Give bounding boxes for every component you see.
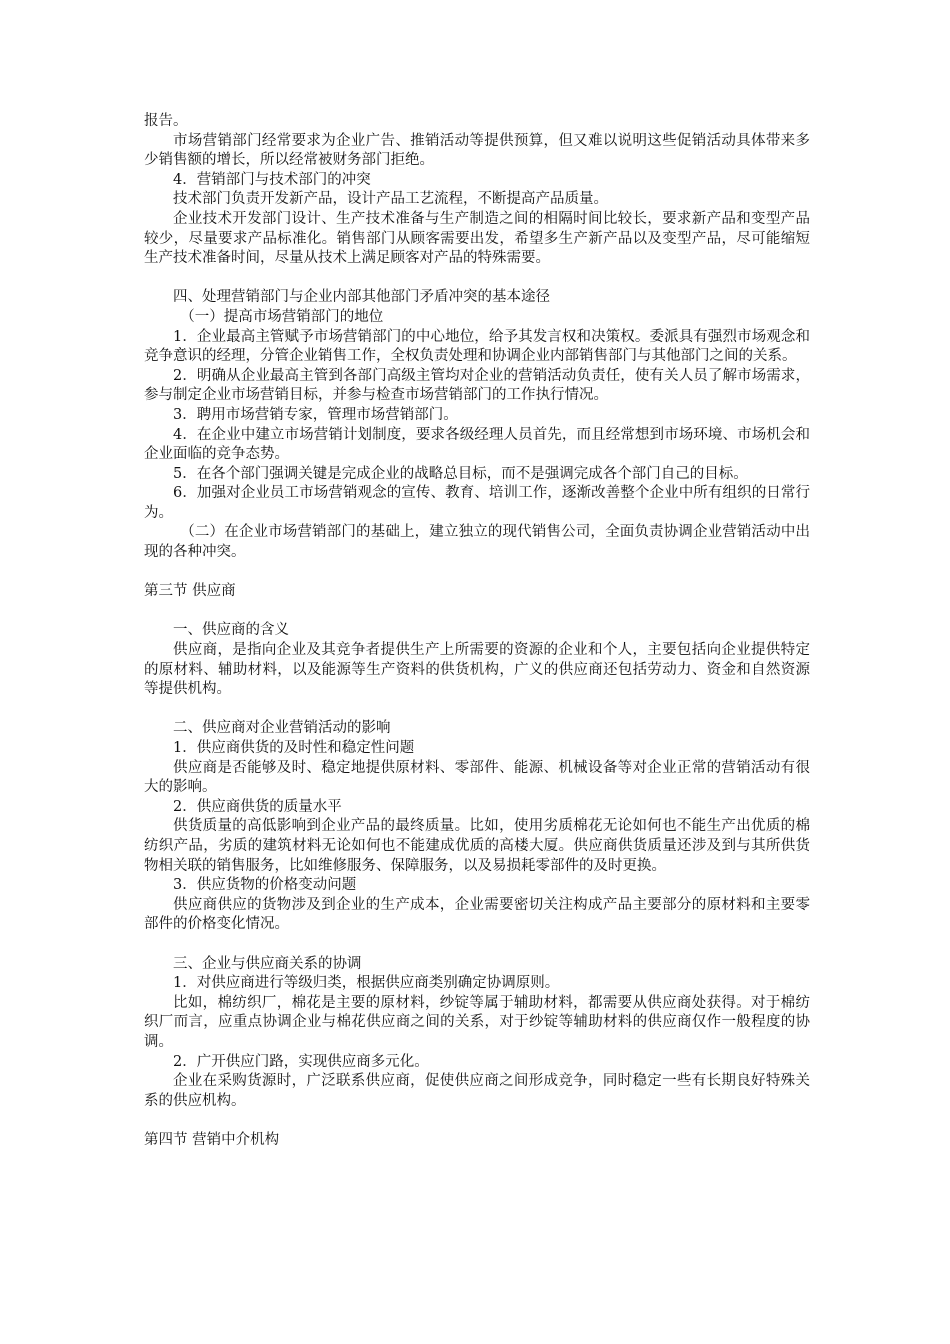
paragraph: 供货质量的高低影响到企业产品的最终质量。比如，使用劣质棉花无论如何也不能生产出优质的棉纺织产品，劣质的建筑材料无论如何也不能建成优质的高楼大厦。供应商供货质量还涉及到与其所供货物相关联的销售服务，比如维修服务、保障服务，以及易损耗零部件的及时更换。 xyxy=(144,818,810,874)
paragraph: 供应商，是指向企业及其竞争者提供生产上所需要的资源的企业和个人，主要包括向企业提供特定的原材料、辅助材料，以及能源等生产资料的供货机构，广义的供应商还包括劳动力、资金和自然资源等提供机构。 xyxy=(144,642,810,698)
section-title: 四、处理营销部门与企业内部其他部门矛盾冲突的基本途径 xyxy=(173,289,550,306)
section-title: 三、企业与供应商关系的协调 xyxy=(173,955,362,972)
paragraph: 供应商是否能够及时、稳定地提供原材料、零部件、能源、机械设备等对企业正常的营销活动有很大的影响。 xyxy=(144,759,810,796)
list-item: 4．在企业中建立市场营销计划制度，要求各级经理人员首先，而且经常想到市场环境、市场机会和企业面临的竞争态势。 xyxy=(144,426,810,463)
list-item: 3．供应货物的价格变动问题 xyxy=(173,877,357,894)
paragraph: 4．营销部门与技术部门的冲突 xyxy=(173,171,371,188)
document-page xyxy=(144,112,810,1150)
section-title: 一、供应商的含义 xyxy=(173,622,289,639)
subsection-title: （一）提高市场营销部门的地位 xyxy=(180,308,384,325)
list-item: 1．企业最高主管赋予市场营销部门的中心地位，给予其发言权和决策权。委派具有强烈市场观念和竞争意识的经理，分管企业销售工作，全权负责处理和协调企业内部销售部门与其他部门之间的关系。 xyxy=(144,328,810,365)
paragraph: 比如，棉纺织厂，棉花是主要的原材料，纱锭等属于辅助材料，都需要从供应商处获得。对于棉纺织厂而言，应重点协调企业与棉花供应商之间的关系，对于纱锭等辅助材料的供应商仅作一般程度的协调。 xyxy=(144,994,810,1050)
list-item: 5．在各个部门强调关键是完成企业的战略总目标，而不是强调完成各个部门自己的目标。 xyxy=(173,465,748,482)
list-item: 2．广开供应门路，实现供应商多元化。 xyxy=(173,1053,429,1070)
list-item: 1．供应商供货的及时性和稳定性问题 xyxy=(173,740,415,756)
subsection-title: （二）在企业市场营销部门的基础上，建立独立的现代销售公司，全面负责协调企业营销活动中出现的各种冲突。 xyxy=(144,524,810,561)
list-item: 2．明确从企业最高主管到各部门高级主管均对企业的营销活动负责任，使有关人员了解市场需求，参与制定企业市场营销目标，并参与检查市场营销部门的工作执行情况。 xyxy=(144,367,810,404)
chapter-heading: 第四节 营销中介机构 xyxy=(144,1131,280,1148)
section-title: 二、供应商对企业营销活动的影响 xyxy=(173,720,391,737)
paragraph: 市场营销部门经常要求为企业广告、推销活动等提供预算，但又难以说明这些促销活动具体带来多少销售额的增长，所以经常被财务部门拒绝。 xyxy=(144,132,810,169)
chapter-heading: 第三节 供应商 xyxy=(144,583,236,600)
paragraph: 报告。 xyxy=(144,113,188,129)
paragraph: 企业在采购货源时，广泛联系供应商，促使供应商之间形成竞争，同时稳定一些有长期良好特殊关系的供应机构。 xyxy=(144,1073,810,1109)
paragraph: 技术部门负责开发新产品，设计产品工艺流程，不断提高产品质量。 xyxy=(173,191,608,208)
paragraph: 企业技术开发部门设计、生产技术准备与生产制造之间的相隔时间比较长，要求新产品和变型产品较少，尽量要求产品标准化。销售部门从顾客需要出发，希望多生产新产品以及变型产品，尽可能缩短生产技术准备时间，尽量从技术上满足顾客对产品的特殊需要。 xyxy=(144,210,810,267)
list-item: 2．供应商供货的质量水平 xyxy=(173,798,342,815)
paragraph: 供应商供应的货物涉及到企业的生产成本，企业需要密切关注构成产品主要部分的原材料和主要零部件的价格变化情况。 xyxy=(144,896,810,933)
list-item: 6．加强对企业员工市场营销观念的宣传、教育、培训工作，逐渐改善整个企业中所有组织的日常行为。 xyxy=(144,485,810,521)
list-item: 1．对供应商进行等级归类，根据供应商类别确定协调原则。 xyxy=(173,975,560,992)
list-item: 3．聘用市场营销专家，管理市场营销部门。 xyxy=(173,406,458,423)
